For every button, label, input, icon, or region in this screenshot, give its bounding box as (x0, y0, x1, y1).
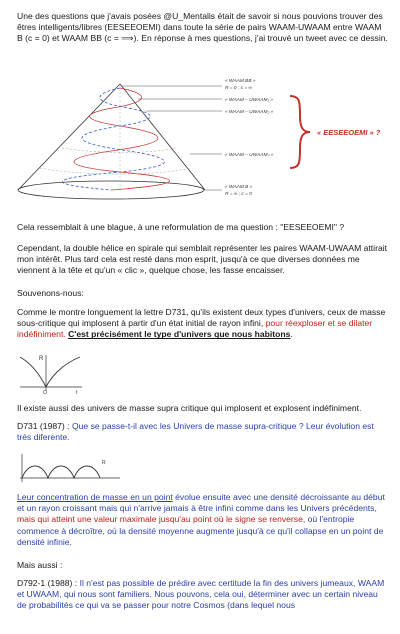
label-pair-n: « WAAM – UWAAMₙ » (225, 153, 274, 158)
curly-brace (290, 96, 310, 168)
d792-prefix: D792-1 (1988) : (17, 578, 78, 588)
supercritical-sketch (16, 452, 126, 484)
d731-text: Comme le montre longuement la lettre D731, qu'ils existent deux types d'univers, ceux de masse sous-critique qui implosent à partir d'un état initial de rayon infini, (17, 307, 386, 329)
label-waam-bb-values: R = 0 ; c = ∞ (225, 86, 252, 91)
subcritical-sketch (16, 351, 86, 396)
cone-drawing (18, 84, 205, 199)
joke-paragraph: Cela ressemblait à une blague, à une reformulation de ma question : "EESEEOEMI" ? (17, 222, 345, 232)
concentration-red-text: mais qui atteint une valeur maximale jusqu'au point où le signe se renverse, (17, 514, 306, 525)
label-waam-b: « WAAM B » (225, 185, 253, 190)
d731-quote-text: Que se passe-t-il avec les Univers de masse supra-critique ? Leur évolution est très diferente. (17, 421, 374, 443)
label-waam-b-values: R = ∞ ; c = 0 (225, 192, 252, 197)
concentration-underlined: Leur concentration de masse en un point (17, 492, 173, 502)
concentration-text-1: évolue ensuite avec une densité décroissante au début et un rayon croissant mais qui n'arrive jamais à être infini comme dans les Univers précédents, (17, 492, 385, 514)
d731-emphasis: C'est précisément le type d'univers que nous habitons (68, 329, 291, 340)
sketch1-t-label: t (76, 390, 78, 396)
d731-quote-paragraph (17, 421, 389, 443)
concentration-paragraph (17, 492, 389, 548)
label-pair-1: « WAAM – UWAAM₁ » (225, 98, 273, 103)
helix-paragraph: Cependant, la double hélice en spirale qui semblait représenter les paires WAAM-UWAAM attirait mon intérêt. Plus tard cela est resté dans mon esprit, jusqu'à ce que diverses données me viennent à la tête et qu'un « clic », quelque chose, les fasse encaisser. (17, 243, 388, 276)
supra-paragraph: Il existe aussi des univers de masse supra critique qui implosent et explosent indéfiniment. (17, 403, 362, 413)
sketch1-origin-label: O (43, 390, 47, 396)
d792-paragraph (17, 578, 389, 612)
intro-paragraph: Une des questions que j'avais posées @U_Mentalis était de savoir si nous pouvions trouver des êtres intelligents/libres (EESEEOEMI) dans toute la série de pairs WAAM-UWAAM entre WAAM B (c = 0) et WAAM BB (c = ⟹). En réponse à mes questions, j'ai trouvé un tweet avec ce dessin. (17, 11, 388, 44)
d731-quote-prefix: D731 (1987) : (17, 421, 70, 431)
mais-aussi-paragraph: Mais aussi : (17, 560, 63, 570)
d792-text: Il n'est pas possible de prédire avec certitude la fin des univers jumeaux, WAAM et UWAAM, qui nous sont familiers. Nous pouvons, cela oui, déterminer avec un certain niveau de probabilités ce qui va se passer pour notre Cosmos (dans lequel nous (17, 578, 385, 611)
sketch1-r-label: R (39, 356, 44, 362)
concentration-text-2: où l'entropie commence à décroître, où la densité moyenne augmente jusqu'à ce qu'il collapse en un point de densité infinie. (17, 514, 384, 547)
souvenons-paragraph: Souvenons-nous: (17, 288, 84, 298)
label-waam-bb: « WAAM BB » (225, 79, 256, 84)
sketch2-r-label: R (102, 460, 106, 466)
d731-paragraph: Comme le montre longuement la lettre D731, qu'ils existent deux types d'univers, ceux de masse sous-critique qui implosent à partir d'un état initial de rayon infini, pour réexploser et se dilater indéfiniment. C'est précisément le type d'univers que nous habitons. (17, 307, 386, 340)
eeseeoemi-label: « EESEEOEMI » ? (317, 128, 381, 137)
d731-red-text: pour réexploser et se dilater indéfiniment. (17, 318, 373, 340)
label-pair-2: « WAAM – UWAAM₂ » (225, 110, 274, 115)
